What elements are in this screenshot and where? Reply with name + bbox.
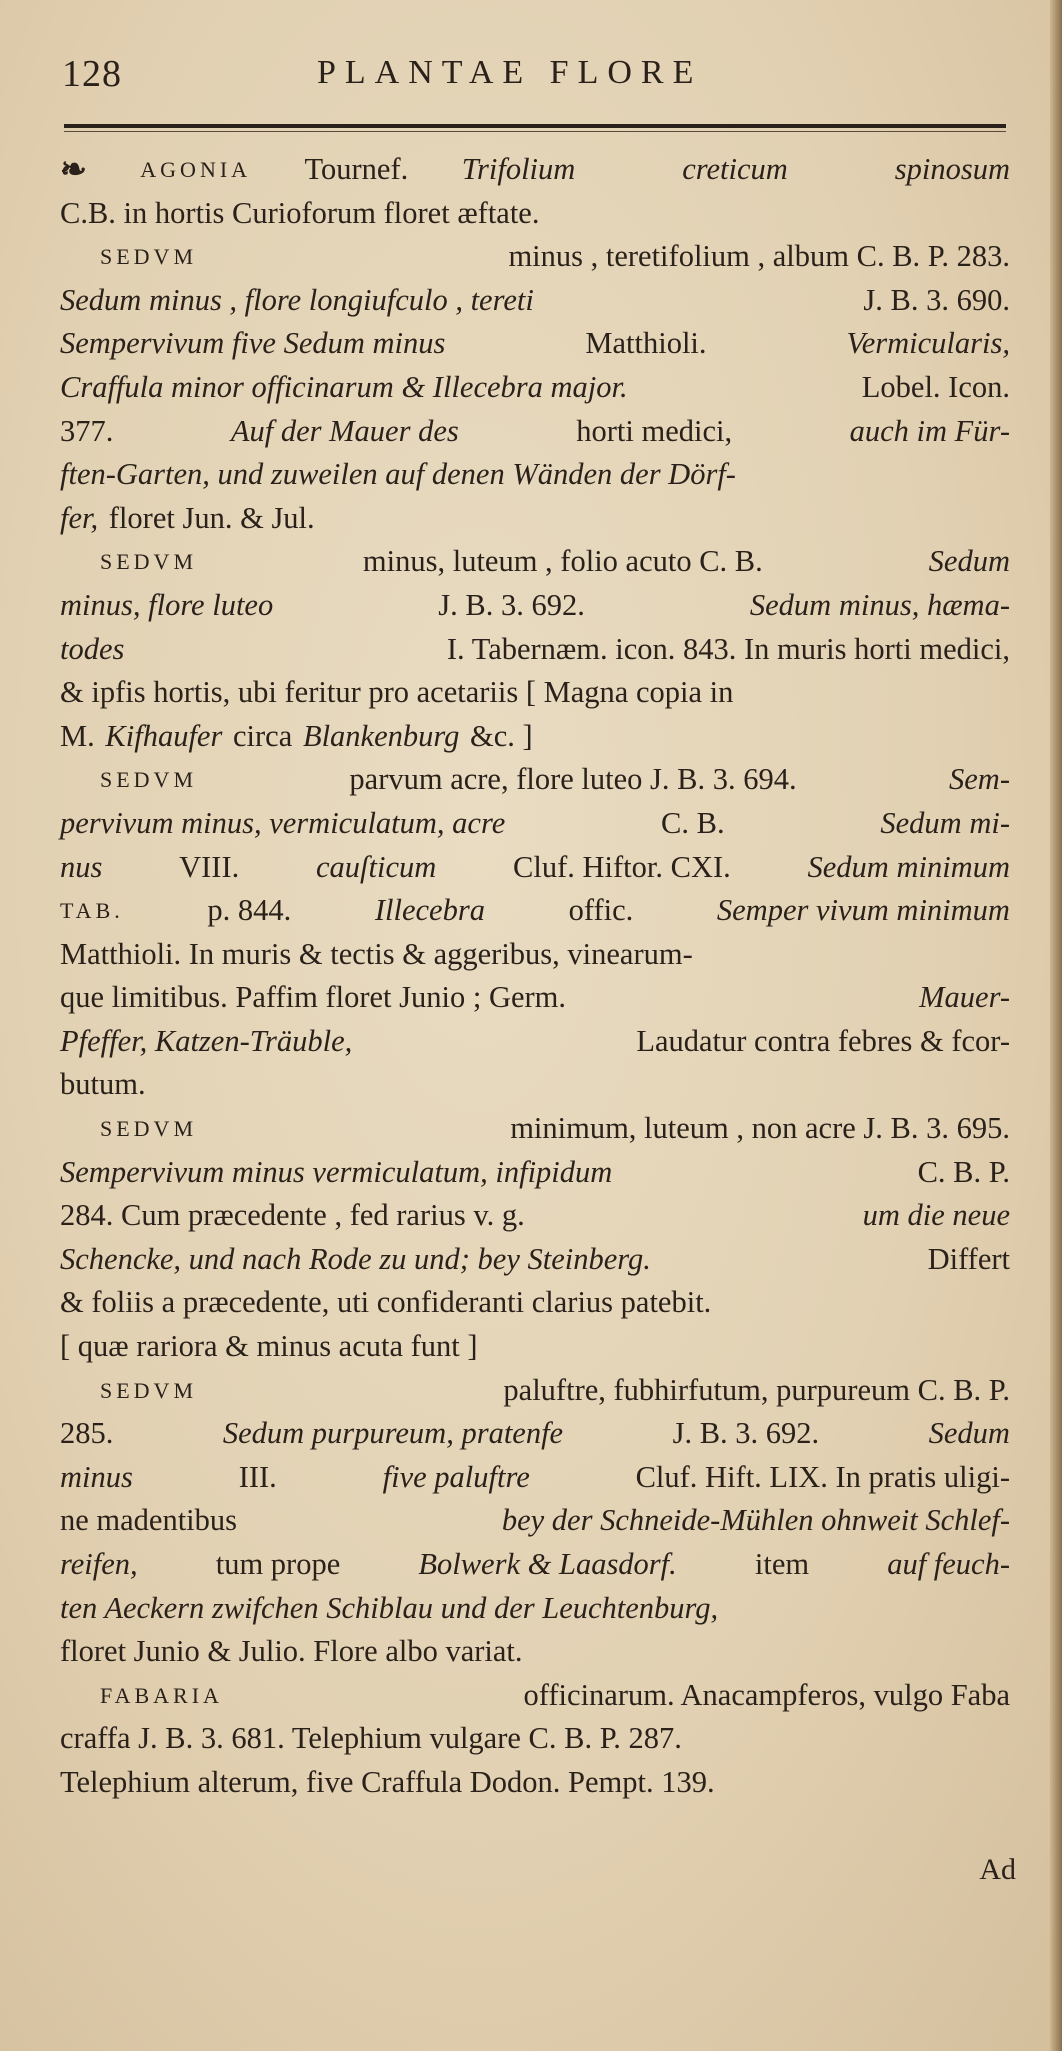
- text-line: [60, 1630, 1010, 1674]
- text-segment: horti medici,: [576, 413, 733, 448]
- text-line: [60, 1325, 1010, 1369]
- text-line: [60, 1412, 1010, 1456]
- text-segment: ften-Garten, und zuweilen auf denen Wänden der Dörf-: [60, 457, 736, 492]
- text-segment: floret Junio & Julio. Flore albo variat.: [60, 1634, 523, 1669]
- text-segment: Kifhaufer: [105, 718, 223, 753]
- text-segment: III.: [238, 1459, 277, 1494]
- text-segment: Mauer-: [919, 980, 1010, 1015]
- text-segment: ne madentibus: [60, 1503, 238, 1538]
- text-segment: floret Jun. & Jul.: [108, 500, 315, 535]
- text-line: [60, 410, 1010, 454]
- text-segment: SEDVM: [100, 767, 198, 793]
- text-segment: officinarum. Anacampferos, vulgo Faba: [523, 1677, 1010, 1712]
- text-segment: Semper vivum minimum: [716, 893, 1010, 928]
- text-line: [60, 1369, 1010, 1413]
- text-segment: Trifolium: [461, 152, 576, 186]
- text-segment: Craffula minor officinarum & Illecebra major.: [60, 369, 628, 404]
- text-line: [60, 1587, 1010, 1631]
- text-segment: Cluf. Hiftor. CXI.: [513, 849, 731, 884]
- text-segment: minus: [60, 1459, 133, 1494]
- text-line: [60, 453, 1010, 497]
- text-segment: SEDVM: [100, 549, 198, 575]
- text-segment: [ quæ rariora & minus acuta funt ]: [60, 1329, 478, 1364]
- text-segment: Matthioli.: [585, 326, 707, 361]
- text-segment: ten Aeckern zwifchen Schiblau und der Leuchtenburg,: [60, 1590, 719, 1625]
- text-segment: auch im Für-: [849, 413, 1010, 448]
- text-body: [60, 148, 1010, 1805]
- text-segment: Vermicularis,: [846, 326, 1010, 361]
- text-segment: Matthioli. In muris & tectis & aggeribus, vinearum-: [60, 936, 693, 971]
- text-line: [60, 540, 1010, 584]
- text-segment: I. Tabernæm. icon. 843. In muris horti medici,: [446, 631, 1010, 666]
- text-segment: Auf der Mauer des: [230, 413, 459, 448]
- text-segment: tum prope: [215, 1547, 341, 1581]
- text-segment: p. 844.: [207, 893, 292, 928]
- text-segment: todes: [60, 631, 125, 666]
- text-line: [60, 628, 1010, 672]
- text-line: [60, 889, 1010, 933]
- text-segment: bey der Schneide-Mühlen ohnweit Schlef-: [501, 1503, 1010, 1538]
- page-edge: [1050, 0, 1062, 2051]
- ornament-initial: ❧: [60, 151, 87, 187]
- text-segment: C. B.: [661, 805, 725, 840]
- text-segment: parvum acre, flore luteo J. B. 3. 694.: [349, 762, 797, 797]
- text-segment: Blankenburg: [302, 718, 460, 753]
- text-segment: C. B. P.: [917, 1154, 1010, 1189]
- text-segment: offic.: [568, 893, 634, 928]
- text-line: [60, 1194, 1010, 1238]
- text-segment: TAB.: [60, 898, 124, 924]
- page-number: 128: [62, 53, 122, 95]
- text-segment: & ipfis hortis, ubi feritur pro acetariis [ Magna copia in: [60, 675, 734, 710]
- text-segment: Sem-: [949, 762, 1010, 797]
- text-segment: Lobel. Icon.: [861, 369, 1010, 404]
- text-segment: 284. Cum præcedente , fed rarius v. g.: [60, 1198, 525, 1233]
- text-line: [60, 192, 1010, 236]
- text-line: [60, 976, 1010, 1020]
- text-segment: fer,: [60, 500, 99, 535]
- text-segment: que limitibus. Paffim floret Junio ; Germ.: [60, 980, 567, 1015]
- text-segment: um die neue: [862, 1198, 1010, 1233]
- text-segment: Sedum minus, hæma-: [749, 587, 1010, 622]
- text-segment: Sedum: [928, 544, 1010, 579]
- text-line: [60, 1674, 1010, 1718]
- text-line: [60, 1238, 1010, 1282]
- text-segment: FABARIA: [100, 1682, 223, 1708]
- text-segment: J. B. 3. 692.: [672, 1416, 820, 1451]
- text-line: [60, 1717, 1010, 1761]
- text-line: [60, 758, 1010, 802]
- text-segment: Sedum: [928, 1416, 1010, 1451]
- text-segment: Tournef.: [304, 152, 409, 186]
- text-segment: VIII.: [179, 849, 240, 884]
- page-header: [62, 52, 1022, 112]
- text-segment: AGONIA: [140, 157, 252, 182]
- text-line: [60, 715, 1010, 759]
- text-segment: 285.: [60, 1416, 114, 1451]
- text-line: [60, 279, 1010, 323]
- running-title: PLANTAE FLORE: [317, 54, 703, 91]
- text-segment: reifen,: [60, 1547, 138, 1581]
- text-segment: cauſticum: [316, 849, 437, 884]
- text-segment: minus , teretifolium , album C. B. P. 283.: [508, 239, 1010, 274]
- text-segment: Schencke, und nach Rode zu und; bey Steinberg.: [60, 1241, 651, 1276]
- text-segment: Bolwerk & Laasdorf.: [418, 1547, 677, 1581]
- text-segment: minus, luteum , folio acuto C. B.: [362, 544, 763, 579]
- text-line: [60, 366, 1010, 410]
- text-line: [60, 671, 1010, 715]
- text-segment: Differt: [927, 1241, 1010, 1276]
- text-segment: Pfeffer, Katzen-Träuble,: [60, 1023, 353, 1058]
- text-segment: Telephium alterum, five Craffula Dodon. Pempt. 139.: [60, 1764, 715, 1799]
- text-line: [60, 802, 1010, 846]
- text-segment: C.B. in hortis Curioforum floret æftate.: [60, 195, 540, 230]
- text-segment: butum.: [60, 1067, 146, 1102]
- text-segment: SEDVM: [100, 1116, 198, 1142]
- text-line: [60, 933, 1010, 977]
- text-segment: auf feuch-: [887, 1547, 1010, 1581]
- text-segment: Sedum minus , flore longiufculo , tereti: [60, 282, 534, 317]
- header-rule-thin: [64, 131, 1006, 132]
- text-segment: spinosum: [894, 152, 1010, 186]
- text-line: [60, 1761, 1010, 1805]
- text-segment: Sempervivum five Sedum minus: [60, 326, 446, 361]
- text-line: [60, 1107, 1010, 1151]
- text-segment: circa: [233, 718, 293, 753]
- text-segment: J. B. 3. 690.: [863, 282, 1010, 317]
- text-segment: pervivum minus, vermiculatum, acre: [60, 805, 506, 840]
- text-line: [60, 497, 1010, 541]
- text-segment: SEDVM: [100, 244, 198, 270]
- text-line: [60, 1499, 1010, 1543]
- text-segment: Sempervivum minus vermiculatum, infipidum: [60, 1154, 613, 1189]
- text-line: [60, 235, 1010, 279]
- text-segment: Sedum mi-: [880, 805, 1010, 840]
- text-line: [60, 148, 1010, 192]
- text-segment: craffa J. B. 3. 681. Telephium vulgare C. B. P. 287.: [60, 1721, 682, 1756]
- text-segment: & foliis a præcedente, uti confideranti clarius patebit.: [60, 1285, 712, 1320]
- text-line: [60, 1151, 1010, 1195]
- text-segment: Cluf. Hift. LIX. In pratis uligi-: [635, 1459, 1010, 1494]
- text-segment: minimum, luteum , non acre J. B. 3. 695.: [510, 1111, 1010, 1146]
- catchword: Ad: [979, 1853, 1016, 1886]
- text-segment: M.: [60, 718, 95, 753]
- text-line: [60, 1456, 1010, 1500]
- text-segment: Sedum purpureum, pratenfe: [222, 1416, 564, 1451]
- text-segment: creticum: [682, 152, 788, 186]
- text-segment: SEDVM: [100, 1377, 198, 1403]
- text-line: [60, 322, 1010, 366]
- text-segment: minus, flore luteo: [60, 587, 274, 622]
- text-line: [60, 1281, 1010, 1325]
- text-segment: Illecebra: [374, 893, 485, 928]
- text-segment: J. B. 3. 692.: [438, 587, 585, 622]
- text-line: [60, 1543, 1010, 1587]
- text-line: [60, 1063, 1010, 1107]
- text-line: [60, 584, 1010, 628]
- text-segment: &c. ]: [470, 718, 533, 753]
- text-segment: nus: [60, 849, 103, 884]
- text-segment: Sedum minimum: [807, 849, 1010, 884]
- text-segment: 377.: [60, 413, 114, 448]
- header-rule: [64, 124, 1006, 128]
- text-segment: item: [754, 1547, 810, 1581]
- text-segment: paluftre, fubhirfutum, purpureum C. B. P.: [503, 1372, 1010, 1407]
- text-line: [60, 1020, 1010, 1064]
- text-segment: five paluftre: [382, 1459, 530, 1494]
- text-segment: Laudatur contra febres & fcor-: [636, 1023, 1010, 1058]
- text-line: [60, 846, 1010, 890]
